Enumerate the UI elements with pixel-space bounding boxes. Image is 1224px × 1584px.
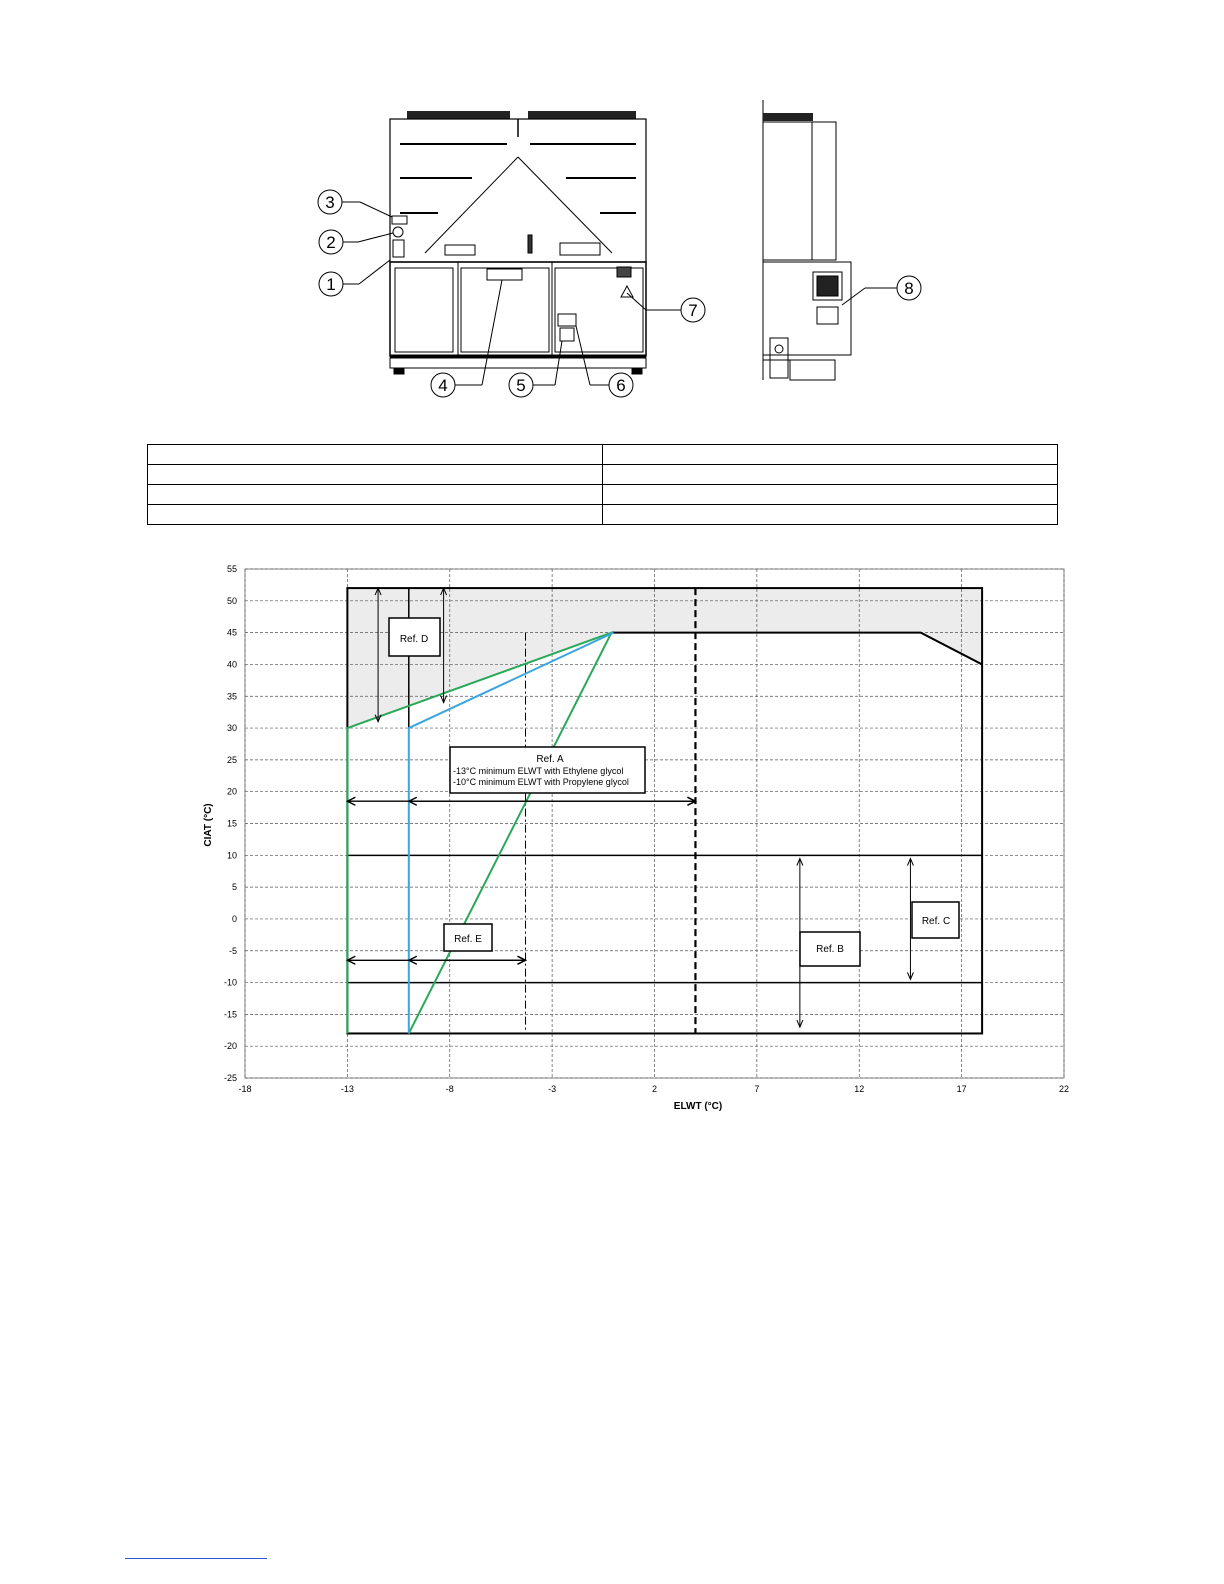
x-tick-label: 12 — [854, 1084, 865, 1094]
y-tick-label: 20 — [226, 786, 237, 797]
x-tick-label: -18 — [238, 1084, 252, 1094]
y-tick-label: 5 — [231, 882, 237, 893]
y-tick-label: -10 — [223, 977, 237, 988]
table-row — [148, 465, 1058, 485]
table-cell — [603, 505, 1058, 525]
footnote-rule — [125, 1558, 267, 1559]
svg-text:6: 6 — [616, 376, 626, 395]
y-tick-label: 35 — [226, 691, 237, 702]
x-tick-label: -3 — [548, 1084, 557, 1094]
y-tick-label: 50 — [226, 595, 237, 606]
y-axis-label: CIAT (°C) — [203, 803, 214, 847]
ref-e-box — [444, 924, 492, 951]
panel-section — [390, 262, 646, 356]
coil-section — [390, 119, 646, 262]
x-tick-label: -8 — [445, 1084, 454, 1094]
x-tick-label: 7 — [754, 1084, 760, 1094]
y-tick-label: 40 — [226, 659, 237, 670]
svg-text:4: 4 — [438, 376, 448, 395]
ref-d-label: Ref. D — [399, 634, 429, 645]
y-tick-label: 25 — [226, 754, 237, 765]
callout-8 — [842, 276, 921, 305]
callout-6 — [576, 326, 633, 397]
ref-c-label: Ref. C — [921, 916, 951, 927]
svg-text:1: 1 — [326, 275, 336, 294]
y-tick-label: -20 — [223, 1041, 237, 1052]
ref-b-label: Ref. B — [816, 944, 844, 955]
y-tick-label: 15 — [226, 818, 237, 829]
nameplate — [487, 269, 522, 280]
label-table — [147, 444, 1058, 525]
ref-a-line2: -10°C minimum ELWT with Propylene glycol — [453, 777, 629, 787]
y-tick-label: -15 — [223, 1009, 237, 1020]
ref-a-title: Ref. A — [536, 754, 564, 765]
svg-text:7: 7 — [688, 301, 698, 320]
chart-grid — [245, 569, 1064, 1078]
table-cell — [148, 485, 603, 505]
ref-d-box — [389, 618, 440, 656]
x-axis-label: ELWT (°C) — [673, 1101, 723, 1112]
table-cell — [603, 465, 1058, 485]
callout-1 — [319, 260, 390, 296]
table-row — [148, 485, 1058, 505]
x-tick-label: 2 — [651, 1084, 658, 1094]
x-tick-label: 17 — [956, 1084, 967, 1094]
svg-text:3: 3 — [325, 193, 335, 212]
svg-text:8: 8 — [904, 279, 914, 298]
table-cell — [603, 445, 1058, 465]
table-row — [148, 445, 1058, 465]
svg-text:2: 2 — [326, 233, 336, 252]
ref-a-line1: -13°C minimum ELWT with Ethylene glycol — [453, 766, 624, 776]
table-cell — [148, 445, 603, 465]
ref-a-box — [450, 747, 645, 793]
table-cell — [603, 485, 1058, 505]
y-tick-label: 10 — [226, 850, 237, 861]
y-tick-label: -5 — [228, 945, 237, 956]
ref-b-box — [800, 932, 860, 966]
y-tick-label: 55 — [226, 564, 237, 574]
y-tick-label: 30 — [226, 723, 237, 734]
operating-envelope-chart — [180, 555, 1080, 1120]
table-row — [148, 505, 1058, 525]
fan-guard-left — [407, 111, 510, 119]
y-tick-label: -25 — [223, 1073, 237, 1083]
callout-5 — [509, 341, 562, 397]
table-cell — [148, 465, 603, 485]
callout-4 — [431, 280, 502, 397]
callout-3 — [318, 190, 392, 217]
unit-drawing — [290, 95, 940, 410]
y-tick-label: 0 — [231, 913, 237, 924]
table-cell — [148, 505, 603, 525]
side-view — [763, 100, 851, 380]
x-tick-label: -13 — [340, 1084, 354, 1094]
front-view — [390, 111, 646, 374]
ref-e-label: Ref. E — [454, 934, 482, 945]
svg-text:5: 5 — [516, 376, 526, 395]
callout-7 — [627, 293, 705, 322]
y-tick-label: 45 — [226, 627, 237, 638]
ref-c-box — [912, 902, 959, 938]
callout-2 — [319, 230, 393, 254]
fan-guard-right — [528, 111, 636, 119]
x-tick-label: 22 — [1058, 1084, 1070, 1094]
